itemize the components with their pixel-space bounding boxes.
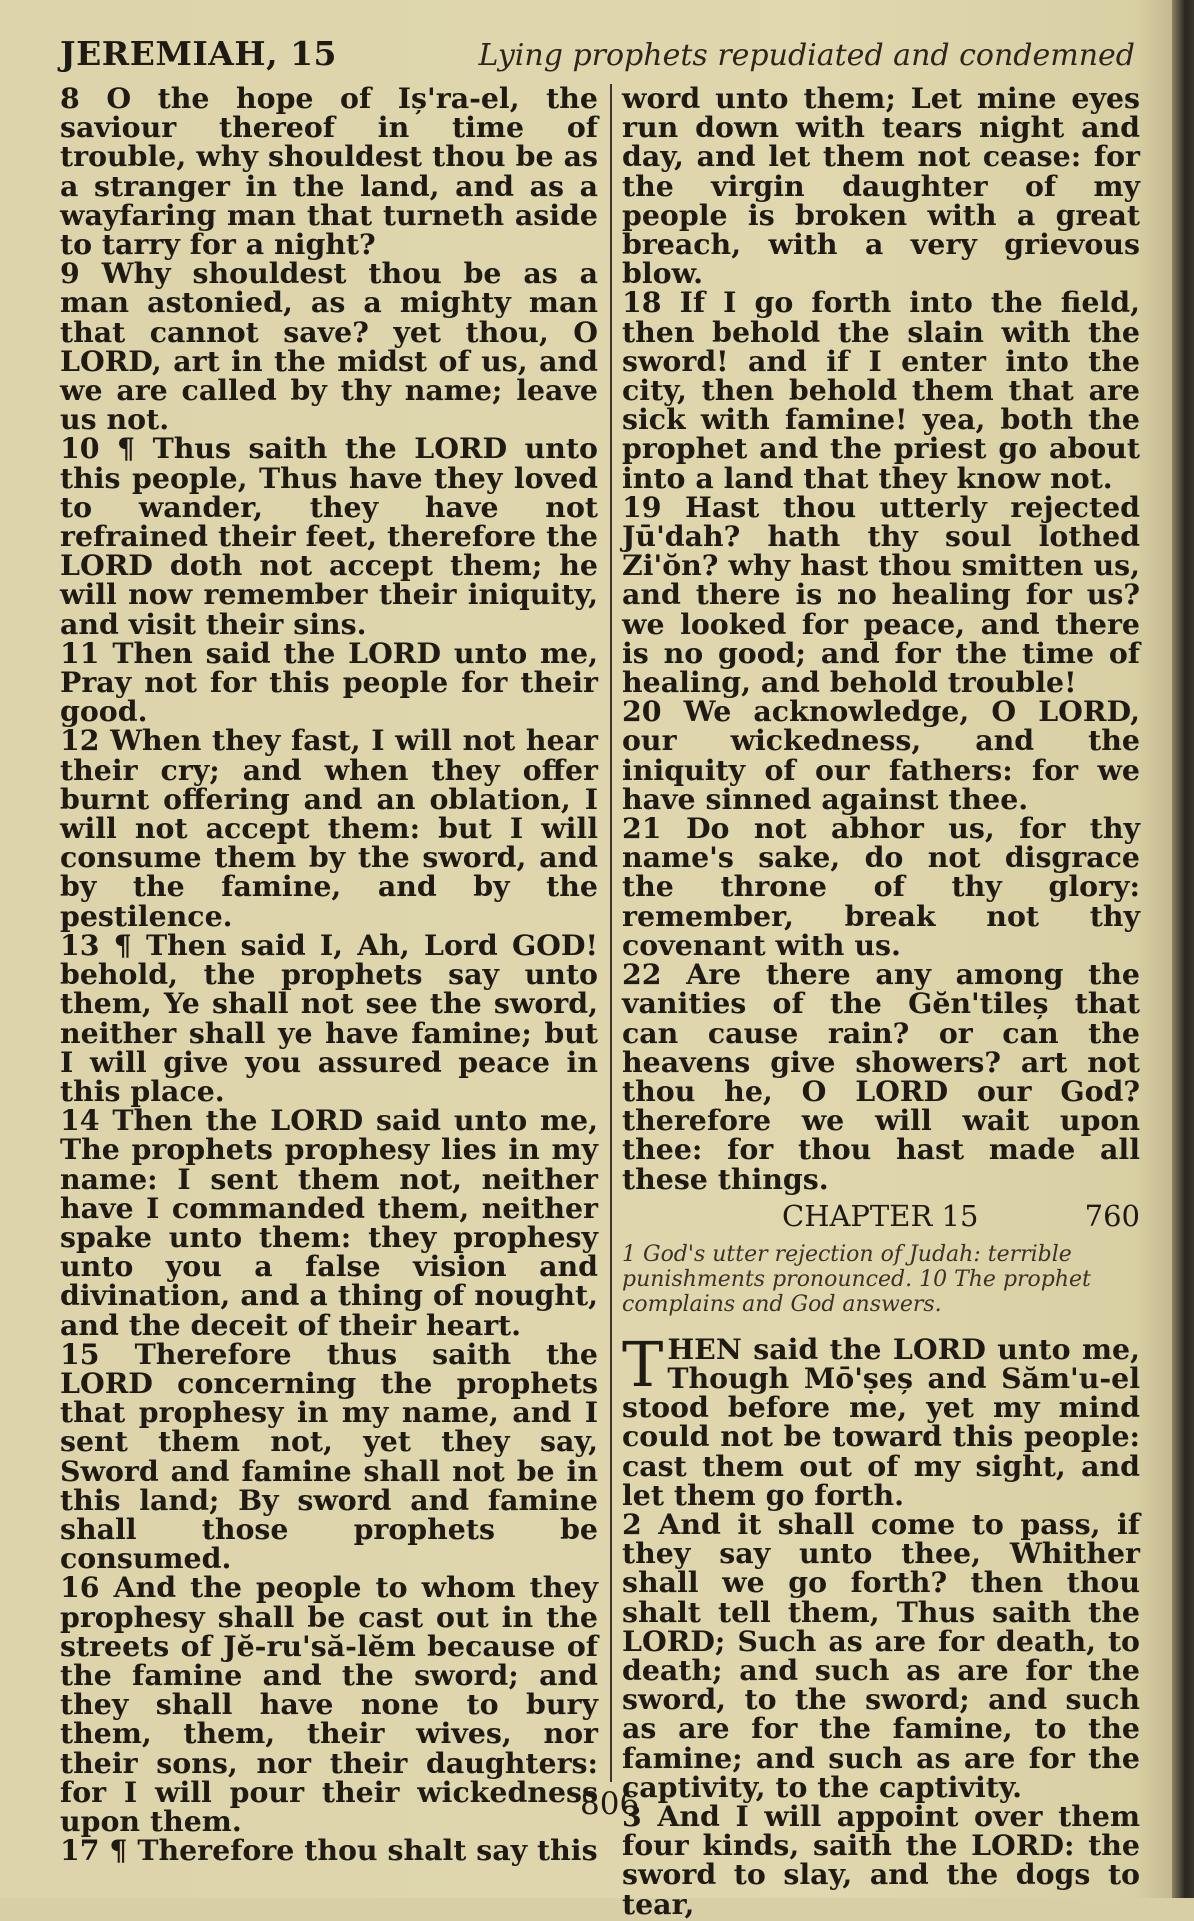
running-title: Lying prophets repudiated and condemned	[478, 38, 1135, 73]
chapter-opening-verse	[622, 1327, 1140, 1512]
verse-18: 18 If I go forth into the field, then behold the slain with the sword! and if I enter into the city, then behold them that are sick with famine! yea, both the prophet and the priest go about into a land that they know not.	[622, 285, 1140, 495]
verse-12: 12 When they fast, I will not hear their cry; and when they offer burnt offering and an oblation, I will not accept them: but I will consume them by the sword, and by the famine, and by the pestilence.	[60, 723, 598, 933]
chapter-summary: 1 God's utter rejection of Judah: terrible punishments pronounced. 10 The prophet complains and God answers.	[622, 1241, 1091, 1317]
verse-16: 16 And the people to whom they prophesy shall be cast out in the streets of Jĕ-ru'să-lĕm because of the famine and the sword; and they shall have none to bury them, them, their wives, nor their sons, nor their daughters: for I will pour their wickedness upon them.	[60, 1570, 598, 1838]
chapter-heading	[622, 1198, 1140, 1236]
verse-8: 8 O the hope of Iș'ra-el, the saviour thereof in time of trouble, why shouldest thou be as a stranger in the land, and as a wayfaring man that turneth aside to tarry for a night?	[60, 81, 598, 262]
page-binding-edge	[1172, 0, 1194, 1898]
drop-cap: T	[622, 1327, 664, 1401]
verse-14: 14 Then the LORD said unto me, The prophets prophesy lies in my name: I sent them not, neither have I commanded them, neither spake unto them: they prophesy unto you a false vision and divination, and a thing of nought, and the deceit of their heart.	[60, 1103, 598, 1342]
verse-11: 11 Then said the LORD unto me, Pray not for this people for their good.	[60, 635, 598, 729]
verse-22: 22 Are there any among the vanities of the Gĕn'tileș that can cause rain? or can the heavens give showers? art not thou he, O LORD our God? therefore we will wait upon thee: for thou hast made all these things.	[622, 957, 1140, 1196]
chapter-verse-3: 3 And I will appoint over them four kinds, saith the LORD: the sword to slay, and the dogs to tear,	[622, 1798, 1140, 1921]
column-divider	[610, 84, 612, 1782]
verse-21: 21 Do not abhor us, for thy name's sake, do not disgrace the throne of thy glory: remember, break not thy covenant with us.	[622, 811, 1140, 962]
verse-13: 13 ¶ Then said I, Ah, Lord GOD! behold, the prophets say unto them, Ye shall not see the sword, neither shall ye have famine; but I will give you assured peace in this place.	[60, 927, 598, 1108]
verse-9: 9 Why shouldest thou be as a man astonied, as a mighty man that cannot save? yet thou, O LORD, art in the midst of us, and we are called by thy name; leave us not.	[60, 256, 598, 437]
verse-10: 10 ¶ Thus saith the LORD unto this people, Thus have they loved to wander, they have not refrained their feet, therefore the LORD doth not accept them; he will now remember their iniquity, and visit their sins.	[60, 431, 598, 641]
right-column	[622, 81, 1140, 1921]
opening-text: HEN said the LORD unto me, Though Mō'ṣeș and Săm'u-el stood before me, yet my mind could not be toward this people: cast them out of my sight, and let them go forth.	[622, 1331, 1140, 1512]
page-header	[60, 30, 1135, 80]
verse-17: 17 ¶ Therefore thou shalt say this	[60, 1833, 598, 1868]
verse-20: 20 We acknowledge, O LORD, our wickedness, and the iniquity of our fathers: for we have sinned against thee.	[622, 694, 1140, 816]
chapter-reference-number: 760	[1084, 1198, 1140, 1233]
chapter-title: CHAPTER 15	[782, 1198, 979, 1233]
verse-17-continued: word unto them; Let mine eyes run down with tears night and day, and let them not cease: for the virgin daughter of my people is broken with a great breach, with a very grievous blow.	[622, 81, 1140, 291]
book-chapter-heading: JEREMIAH, 15	[60, 34, 337, 73]
left-column	[60, 81, 598, 1868]
verse-15: 15 Therefore thus saith the LORD concerning the prophets that prophesy in my name, and I sent them not, yet they say, Sword and famine shall not be in this land; By sword and famine shall those prophets be consumed.	[60, 1336, 598, 1576]
chapter-verse-2: 2 And it shall come to pass, if they say unto thee, Whither shall we go forth? then thou shalt tell them, Thus saith the LORD; Such as are for death, to death; and such as are for the sword, to the sword; and such as are for the famine, to the famine; and such as are for the captivity, to the captivity.	[622, 1506, 1140, 1804]
page-number: 806	[580, 1786, 640, 1822]
verse-19: 19 Hast thou utterly rejected Jū'dah? hath thy soul lothed Zi'ŏn? why hast thou smitten us, and there is no healing for us? we looked for peace, and there is no good; and for the time of healing, and behold trouble!	[622, 489, 1140, 700]
